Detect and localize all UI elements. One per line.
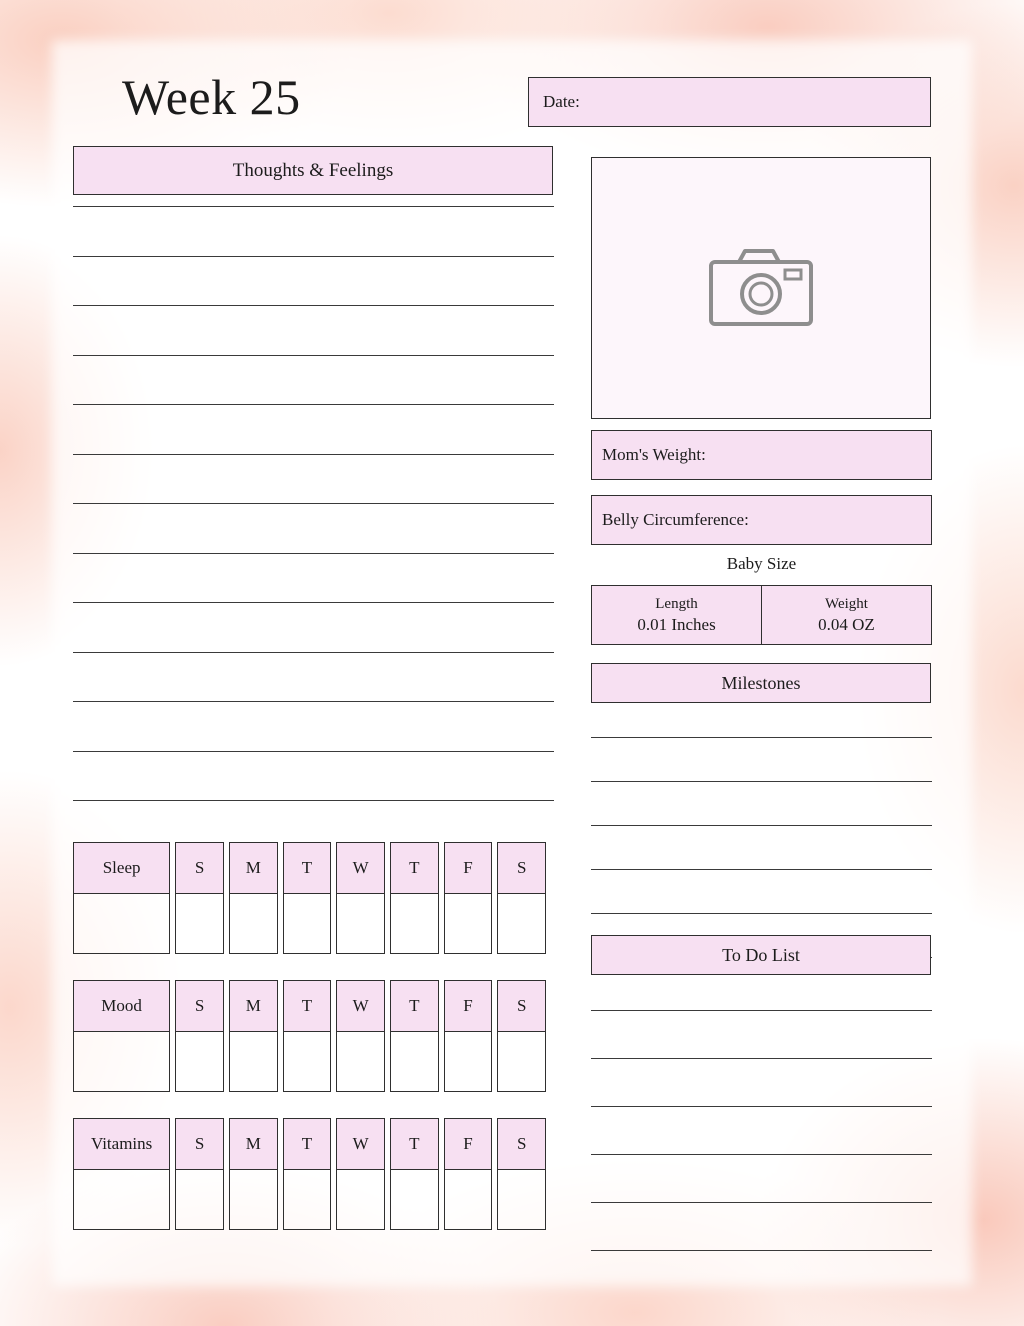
tracker-header-row (73, 842, 546, 894)
writing-line[interactable] (591, 1250, 932, 1251)
writing-line[interactable] (591, 737, 932, 738)
writing-line[interactable] (73, 503, 554, 504)
mood-tracker[interactable] (73, 980, 546, 1092)
writing-line[interactable] (591, 913, 932, 914)
thoughts-and-feelings-header (73, 146, 553, 195)
tracker-entry-cell[interactable] (283, 894, 332, 954)
baby-weight-label: Weight (825, 596, 868, 612)
to-do-list-writing-lines[interactable] (591, 1010, 932, 1298)
tracker-entry-label-cell[interactable] (73, 894, 170, 954)
tracker-entry-row[interactable] (73, 894, 546, 954)
tracker-day-header: S (175, 980, 224, 1032)
tracker-entry-cell[interactable] (229, 894, 278, 954)
writing-line[interactable] (591, 1154, 932, 1155)
tracker-day-header: S (497, 980, 546, 1032)
tracker-day-header: T (283, 980, 332, 1032)
to-do-list-label: To Do List (722, 944, 800, 965)
page-title: Week 25 (122, 69, 301, 125)
writing-line[interactable] (591, 869, 932, 870)
tracker-day-header: M (229, 980, 278, 1032)
writing-line[interactable] (73, 751, 554, 752)
tracker-day-header: F (444, 842, 493, 894)
tracker-day-header: S (497, 1118, 546, 1170)
tracker-label: Vitamins (73, 1118, 170, 1170)
tracker-entry-cell[interactable] (336, 1032, 385, 1092)
tracker-entry-cell[interactable] (444, 1032, 493, 1092)
writing-line[interactable] (73, 256, 554, 257)
moms-weight-label: Mom's Weight: (602, 445, 706, 464)
tracker-day-header: T (390, 1118, 439, 1170)
tracker-label: Sleep (73, 842, 170, 894)
writing-line[interactable] (591, 825, 932, 826)
tracker-entry-cell[interactable] (336, 894, 385, 954)
tracker-day-header: W (336, 842, 385, 894)
baby-length-cell (592, 586, 761, 644)
writing-line[interactable] (591, 781, 932, 782)
tracker-entry-cell[interactable] (444, 1170, 493, 1230)
writing-line[interactable] (73, 800, 554, 801)
tracker-day-header: T (390, 842, 439, 894)
writing-line[interactable] (73, 652, 554, 653)
tracker-day-header: F (444, 1118, 493, 1170)
tracker-day-header: S (497, 842, 546, 894)
tracker-header-row (73, 980, 546, 1032)
tracker-day-header: F (444, 980, 493, 1032)
tracker-day-header: T (283, 842, 332, 894)
tracker-day-header: W (336, 1118, 385, 1170)
baby-length-label: Length (655, 596, 698, 612)
tracker-entry-cell[interactable] (175, 1032, 224, 1092)
tracker-entry-row[interactable] (73, 1032, 546, 1092)
belly-circumference-field[interactable] (591, 495, 932, 545)
writing-line[interactable] (591, 1010, 932, 1011)
tracker-entry-label-cell[interactable] (73, 1032, 170, 1092)
writing-line[interactable] (73, 602, 554, 603)
tracker-entry-cell[interactable] (283, 1032, 332, 1092)
tracker-day-header: M (229, 1118, 278, 1170)
tracker-entry-row[interactable] (73, 1170, 546, 1230)
tracker-label: Mood (73, 980, 170, 1032)
writing-line[interactable] (591, 1202, 932, 1203)
vitamins-tracker[interactable] (73, 1118, 546, 1230)
writing-line[interactable] (73, 454, 554, 455)
tracker-day-header: W (336, 980, 385, 1032)
tracker-entry-cell[interactable] (229, 1032, 278, 1092)
writing-line[interactable] (73, 404, 554, 405)
tracker-day-header: M (229, 842, 278, 894)
tracker-entry-cell[interactable] (336, 1170, 385, 1230)
tracker-entry-cell[interactable] (444, 894, 493, 954)
date-field[interactable] (528, 77, 931, 127)
tracker-entry-cell[interactable] (497, 1032, 546, 1092)
thoughts-and-feelings-label: Thoughts & Feelings (232, 159, 394, 181)
thoughts-and-feelings-writing-lines[interactable] (73, 206, 554, 850)
writing-line[interactable] (73, 553, 554, 554)
writing-line[interactable] (73, 305, 554, 306)
belly-circumference-label: Belly Circumference: (602, 510, 749, 529)
tracker-entry-cell[interactable] (390, 1032, 439, 1092)
photo-placeholder[interactable] (591, 157, 931, 419)
tracker-entry-cell[interactable] (283, 1170, 332, 1230)
tracker-entry-cell[interactable] (175, 894, 224, 954)
milestones-label: Milestones (721, 672, 801, 693)
baby-size-table (591, 585, 932, 645)
sleep-tracker[interactable] (73, 842, 546, 954)
tracker-day-header: T (390, 980, 439, 1032)
date-label: Date: (543, 92, 580, 111)
baby-weight-cell (761, 586, 931, 644)
tracker-entry-cell[interactable] (497, 894, 546, 954)
writing-line[interactable] (73, 355, 554, 356)
baby-weight-value: 0.04 OZ (818, 614, 875, 634)
baby-size-label: Baby Size (726, 554, 797, 573)
tracker-day-header: T (283, 1118, 332, 1170)
writing-line[interactable] (73, 701, 554, 702)
writing-line[interactable] (591, 1058, 932, 1059)
tracker-day-header: S (175, 842, 224, 894)
tracker-day-header: S (175, 1118, 224, 1170)
tracker-entry-cell[interactable] (497, 1170, 546, 1230)
tracker-header-row (73, 1118, 546, 1170)
baby-length-value: 0.01 Inches (637, 614, 716, 634)
writing-line[interactable] (73, 206, 554, 207)
tracker-entry-cell[interactable] (390, 894, 439, 954)
tracker-entry-cell[interactable] (390, 1170, 439, 1230)
tracker-entry-cell[interactable] (175, 1170, 224, 1230)
tracker-entry-label-cell[interactable] (73, 1170, 170, 1230)
writing-line[interactable] (591, 1106, 932, 1107)
moms-weight-field[interactable] (591, 430, 932, 480)
to-do-list-header (591, 935, 931, 975)
tracker-entry-cell[interactable] (229, 1170, 278, 1230)
milestones-header (591, 663, 931, 703)
camera-icon (707, 242, 815, 334)
